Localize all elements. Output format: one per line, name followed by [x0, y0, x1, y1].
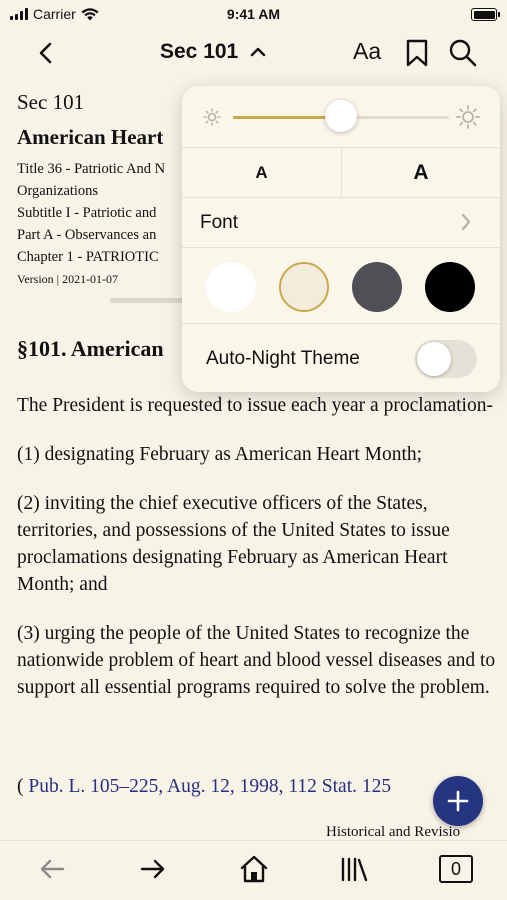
- chevron-up-icon: [250, 46, 266, 58]
- meta-line-title[interactable]: Title 36 - Patriotic And N: [17, 161, 166, 177]
- theme-sepia-swatch[interactable]: [279, 262, 329, 312]
- theme-row: [182, 248, 500, 324]
- status-bar: [0, 0, 507, 30]
- back-arrow-icon: [38, 857, 66, 881]
- section-body: [17, 392, 499, 723]
- search-icon: [448, 38, 478, 68]
- theme-black-swatch[interactable]: [425, 262, 475, 312]
- clock: 9:41 AM: [226, 6, 281, 22]
- bookmark-button[interactable]: [404, 38, 430, 73]
- search-button[interactable]: [448, 38, 478, 73]
- nav-bar: [0, 30, 507, 76]
- sun-small-icon: [203, 108, 221, 126]
- home-icon: [239, 854, 269, 884]
- reader-settings-popover: [182, 86, 500, 392]
- back-chevron-icon: [32, 38, 60, 68]
- toolbar-back-button[interactable]: [36, 853, 68, 885]
- decrease-text-size-button[interactable]: A: [182, 148, 342, 198]
- bookmark-icon: [404, 38, 430, 68]
- version-label: Version | 2021-01-07: [17, 272, 119, 286]
- body-paragraph: (1) designating February as American Heart Month;: [17, 444, 423, 465]
- chevron-right-icon: [460, 212, 472, 232]
- battery-icon: [471, 8, 497, 21]
- font-settings-button[interactable]: Aa: [353, 38, 382, 64]
- carrier-label: Carrier: [33, 6, 76, 22]
- auto-night-row: [182, 324, 500, 392]
- document-heading: American Heart: [17, 125, 164, 149]
- add-fab-button[interactable]: [433, 776, 483, 826]
- tabs-count-button[interactable]: [439, 853, 473, 885]
- auto-night-toggle[interactable]: [415, 340, 477, 378]
- text-size-row: [182, 148, 500, 198]
- citation-link[interactable]: Pub. L. 105–225, Aug. 12, 1998, 112 Stat. 125: [28, 776, 392, 797]
- section-label: Sec 101: [17, 90, 85, 114]
- theme-gray-swatch[interactable]: [352, 262, 402, 312]
- sun-large-icon: [456, 105, 480, 129]
- body-paragraph: (3) urging the people of the United States to recognize the nationwide problem of heart and blood vessel diseases and to support all essential programs required to solve the problem.: [17, 623, 496, 698]
- meta-line-chapter[interactable]: Chapter 1 - PATRIOTIC: [17, 249, 159, 265]
- theme-white-swatch[interactable]: [206, 262, 256, 312]
- font-row[interactable]: [182, 198, 500, 248]
- back-button[interactable]: [32, 38, 60, 68]
- toggle-knob: [417, 342, 451, 376]
- historical-notes-heading: Historical and Revisio: [326, 824, 461, 838]
- auto-night-label: Auto-Night Theme: [206, 348, 360, 369]
- forward-arrow-icon: [139, 857, 167, 881]
- meta-line-organizations[interactable]: Organizations: [17, 183, 99, 199]
- meta-line-subtitle[interactable]: Subtitle I - Patriotic and: [17, 205, 157, 221]
- meta-line-part[interactable]: Part A - Observances an: [17, 227, 157, 243]
- section-menu-button[interactable]: [160, 40, 266, 64]
- body-paragraph: (2) inviting the chief executive officers of the States, territories, and possessions of the United States to issue proclamations designating February as American Heart Month; and: [17, 493, 450, 595]
- section-title: §101. American: [17, 336, 164, 361]
- nav-title: Sec 101: [160, 40, 239, 63]
- brightness-row: [182, 86, 500, 148]
- plus-icon: [446, 789, 470, 813]
- citation-open: (: [17, 776, 29, 797]
- library-icon: [339, 855, 369, 883]
- toolbar-forward-button[interactable]: [137, 853, 169, 885]
- library-button[interactable]: [338, 853, 370, 885]
- home-button[interactable]: [238, 853, 270, 885]
- font-label: Font: [200, 212, 239, 233]
- body-paragraph: The President is requested to issue each year a proclamation-: [17, 395, 493, 416]
- increase-text-size-button[interactable]: A: [413, 161, 429, 184]
- tabs-count-icon: 0: [439, 855, 473, 883]
- brightness-slider-thumb[interactable]: [325, 100, 357, 132]
- bottom-toolbar: [0, 840, 507, 900]
